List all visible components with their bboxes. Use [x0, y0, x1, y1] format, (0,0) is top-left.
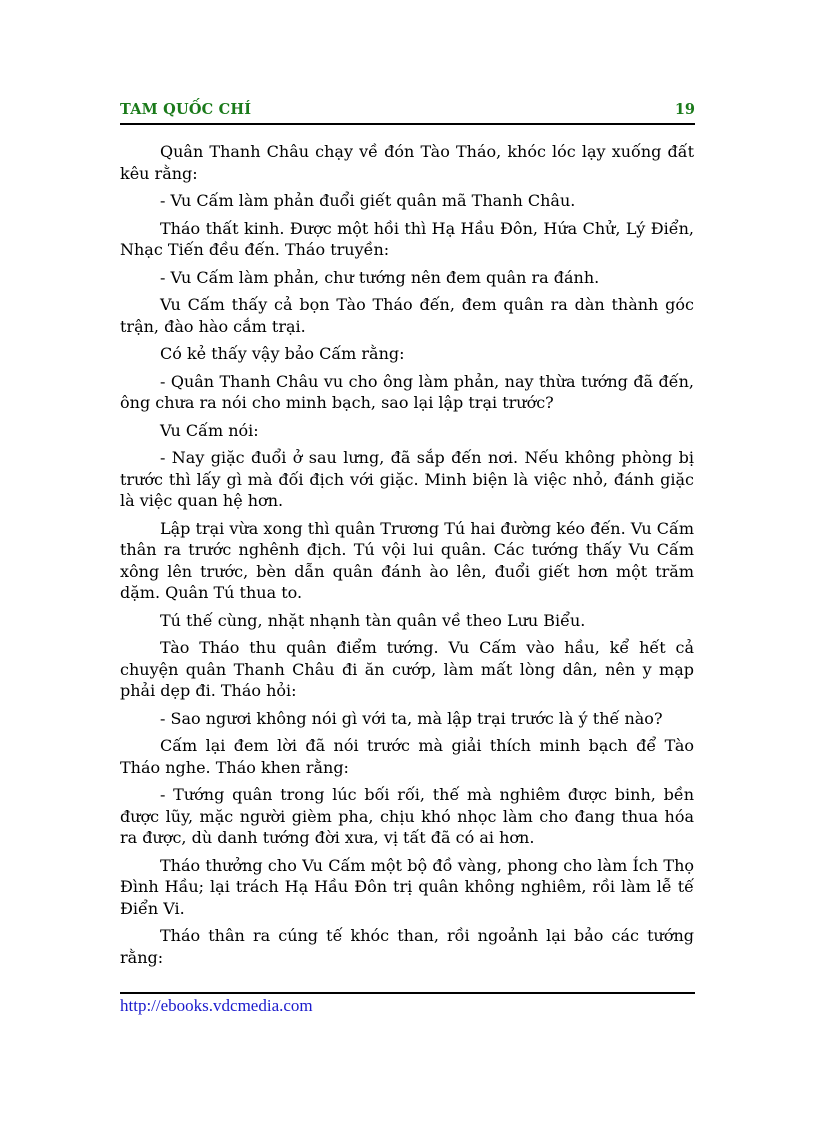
paragraph: Có kẻ thấy vậy bảo Cấm rằng: — [160, 344, 405, 363]
page-header — [120, 101, 695, 125]
paragraph: - Vu Cấm làm phản đuổi giết quân mã Thanh Châu. — [160, 191, 576, 210]
book-title: TAM QUỐC CHÍ — [120, 101, 252, 118]
paragraph: Vu Cấm thấy cả bọn Tào Tháo đến, đem quân ra dàn thành góc trận, đào hào cắm trại. — [120, 295, 694, 336]
paragraph: - Vu Cấm làm phản, chư tướng nên đem quân ra đánh. — [160, 267, 600, 287]
paragraph: - Quân Thanh Châu vu cho ông làm phản, nay thừa tướng đã đến, ông chưa ra nói cho minh bạch, sao lại lập trại trước? — [120, 371, 694, 412]
paragraph: Quân Thanh Châu chạy về đón Tào Tháo, khóc lóc lạy xuống đất kêu rằng: — [120, 142, 694, 183]
paragraph: Tháo thất kinh. Được một hồi thì Hạ Hầu Đôn, Hứa Chử, Lý Điển, Nhạc Tiến đều đến. Tháo truyền: — [120, 218, 694, 259]
footer-link[interactable]: http://ebooks.vdcmedia.com — [120, 996, 313, 1015]
footer-divider — [120, 992, 695, 994]
paragraph: Tào Tháo thu quân điểm tướng. Vu Cấm vào hầu, kể hết cả chuyện quân Thanh Châu đi ăn cướp, làm mất lòng dân, nên y mạp phải dẹp đi. Tháo hỏi: — [120, 638, 694, 700]
page-body — [120, 141, 694, 974]
paragraph: Tú thế cùng, nhặt nhạnh tàn quân về theo Lưu Biểu. — [160, 610, 586, 630]
paragraph: - Sao ngươi không nói gì với ta, mà lập trại trước là ý thế nào? — [160, 708, 663, 728]
paragraph: Cấm lại đem lời đã nói trước mà giải thích minh bạch để Tào Tháo nghe. Tháo khen rằng: — [120, 736, 694, 777]
paragraph: Tháo thưởng cho Vu Cấm một bộ đồ vàng, phong cho làm Ích Thọ Đình Hầu; lại trách Hạ Hầu Đôn trị quân không nghiêm, rồi làm lễ tế Điển Vi. — [120, 855, 694, 918]
paragraph: - Tướng quân trong lúc bối rối, thế mà nghiêm được binh, bền được lũy, mặc người gièm pha, chịu khó nhọc làm cho đang thua hóa ra được, dù danh tướng đời xưa, vị tất đã có ai hơn. — [120, 785, 694, 847]
paragraph: Lập trại vừa xong thì quân Trương Tú hai đường kéo đến. Vu Cấm thân ra trước nghênh địch. Tú vội lui quân. Các tướng thấy Vu Cấm xông lên trước, bèn dẫn quân đánh ào lên, đuổi giết hơn một trăm dặm. Quân Tú thua to. — [120, 518, 694, 602]
page-number: 19 — [674, 101, 695, 118]
paragraph: Vu Cấm nói: — [160, 420, 259, 440]
paragraph: - Nay giặc đuổi ở sau lưng, đã sắp đến nơi. Nếu không phòng bị trước thì lấy gì mà đối địch với giặc. Minh biện là việc nhỏ, đánh giặc là việc quan hệ hơn. — [120, 448, 694, 510]
paragraph: Tháo thân ra cúng tế khóc than, rồi ngoảnh lại bảo các tướng rằng: — [120, 926, 694, 967]
